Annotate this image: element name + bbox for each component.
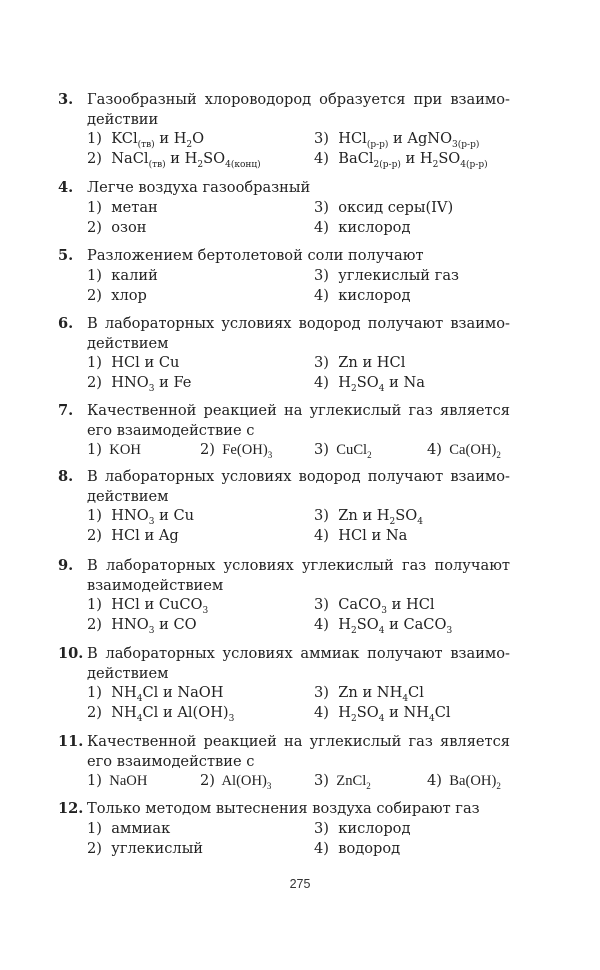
option-text: $Fe(OH)_3$ [218, 442, 273, 460]
question-number: 7. [58, 402, 74, 419]
answer-option [87, 353, 314, 373]
option-text: $H_2SO_4$ и $NH_4Cl$ [333, 703, 451, 724]
question-stem: В лабораторных условиях водород получают взаимо- [87, 468, 510, 485]
answer-option [314, 129, 510, 149]
option-number: 3) [314, 130, 329, 147]
question-5 [58, 245, 510, 305]
option-number: 2) [87, 839, 102, 857]
answer-options [58, 129, 510, 168]
option-number: 1) [87, 820, 102, 837]
answer-option [314, 703, 510, 723]
option-text: KOH [105, 442, 141, 458]
answer-option [314, 526, 510, 546]
option-number: 2) [87, 149, 102, 167]
answer-option [87, 771, 200, 792]
option-number: 2) [87, 615, 102, 633]
option-number: 4) [314, 218, 329, 236]
answer-option [87, 286, 314, 306]
answer-option [314, 373, 510, 393]
option-text: Zn и $NH_4Cl$ [333, 684, 424, 704]
option-number: 3) [314, 820, 329, 837]
question-9 [58, 555, 510, 634]
option-text: KCl$_{(тв)}$ и $H_2O$ [106, 130, 205, 150]
option-number: 1) [87, 199, 102, 216]
question-stem-continued: действием [87, 665, 169, 682]
answer-option [87, 440, 200, 461]
option-text: Zn и HCl [333, 354, 406, 371]
question-number: 4. [58, 179, 74, 196]
option-text: водород [333, 839, 401, 857]
answer-option [87, 373, 314, 393]
answer-option [314, 149, 510, 169]
option-text: $Ca(OH)_2$ [445, 442, 501, 460]
option-number: 4) [314, 286, 329, 304]
option-number: 2) [87, 373, 102, 391]
option-number: 3) [314, 267, 329, 284]
question-11 [58, 731, 510, 792]
option-text: метан [106, 199, 158, 216]
answer-option [314, 198, 510, 218]
answer-options [58, 353, 510, 392]
answer-option [200, 771, 314, 792]
answer-option [87, 819, 314, 839]
option-number: 1) [87, 267, 102, 284]
option-number: 4) [314, 703, 329, 721]
option-text: хлор [106, 286, 147, 304]
option-number: 1) [87, 354, 102, 371]
option-number: 2) [87, 703, 102, 721]
option-text: NaOH [105, 773, 148, 789]
answer-option [87, 595, 314, 615]
option-text: углекислый [106, 839, 204, 857]
answer-option [427, 771, 517, 792]
question-8 [58, 466, 510, 545]
question-stem-continued: действии [87, 111, 159, 128]
option-number: 1) [87, 684, 102, 701]
option-text: $HNO_3$ и CO [106, 615, 197, 636]
question-number: 3. [58, 91, 74, 108]
option-text: $HNO_3$ и Cu [106, 507, 195, 527]
option-text: аммиак [106, 820, 171, 837]
option-text: HCl и Na [333, 526, 408, 544]
question-stem: Качественной реакцией на углекислый газ является [87, 402, 510, 419]
option-text: HCl$_{(р-р)}$ и AgNO$_{3(р-р)}$ [333, 130, 480, 150]
answer-option [314, 218, 510, 238]
option-number: 3) [314, 354, 329, 371]
answer-option [427, 440, 517, 461]
question-number: 12. [58, 800, 84, 817]
question-6 [58, 313, 510, 392]
answer-option [314, 440, 427, 461]
question-7 [58, 400, 510, 461]
answer-option [87, 198, 314, 218]
answer-option [87, 703, 314, 723]
option-text: $NH_4Cl$ и $Al(OH)_3$ [106, 703, 235, 724]
answer-option [87, 615, 314, 635]
question-10 [58, 643, 510, 722]
answer-option [314, 771, 427, 792]
answer-option [314, 615, 510, 635]
question-number: 5. [58, 247, 74, 264]
question-stem-continued: его взаимодействие с [87, 753, 255, 770]
option-number: 4) [314, 839, 329, 857]
option-number: 2) [200, 772, 215, 789]
option-number: 4) [314, 373, 329, 391]
question-stem: В лабораторных условиях углекислый газ получают [87, 557, 510, 574]
question-number: 8. [58, 468, 74, 485]
question-4 [58, 177, 510, 237]
answer-option [87, 683, 314, 703]
option-number: 3) [314, 199, 329, 216]
question-number: 10. [58, 645, 84, 662]
answer-option [314, 683, 510, 703]
option-text: $NH_4Cl$ и NaOH [106, 684, 224, 704]
answer-option [314, 839, 510, 859]
option-number: 3) [314, 507, 329, 524]
question-stem: В лабораторных условиях водород получают взаимо- [87, 315, 510, 332]
answer-options [58, 198, 510, 237]
option-number: 1) [87, 130, 102, 147]
answer-option [87, 129, 314, 149]
answer-option [314, 286, 510, 306]
option-number: 2) [87, 218, 102, 236]
question-stem: Газообразный хлороводород образуется при взаимо- [87, 91, 510, 108]
option-text: HCl и CuCO$_3$ [106, 596, 209, 616]
answer-options [58, 266, 510, 305]
answer-option [87, 218, 314, 238]
answer-option [314, 353, 510, 373]
option-text: NaCl$_{(тв)}$ и $H_2SO_{4(конц)}$ [106, 149, 261, 170]
answer-options [58, 819, 510, 858]
option-number: 3) [314, 441, 329, 458]
answer-option [200, 440, 314, 461]
question-stem: Только методом вытеснения воздуха собирают газ [87, 800, 480, 817]
option-text: кислород [333, 286, 411, 304]
answer-options [58, 771, 510, 792]
question-stem: В лабораторных условиях аммиак получают взаимо- [87, 645, 510, 662]
option-text: кислород [333, 218, 411, 236]
option-number: 3) [314, 772, 329, 789]
question-stem: Качественной реакцией на углекислый газ является [87, 733, 510, 750]
option-text: ZnCl$_2$ [332, 773, 371, 791]
option-number: 1) [87, 772, 102, 789]
option-text: $H_2SO_4$ и CaCO$_3$ [333, 615, 453, 636]
option-number: 2) [87, 286, 102, 304]
option-number: 4) [314, 149, 329, 167]
question-3 [58, 89, 510, 168]
option-text: углекислый газ [333, 267, 459, 284]
option-number: 1) [87, 596, 102, 613]
option-text: оксид серы(IV) [333, 199, 454, 216]
answer-options [58, 595, 510, 634]
answer-options [58, 506, 510, 545]
question-number: 11. [58, 733, 84, 750]
option-number: 4) [427, 441, 442, 458]
option-number: 2) [200, 441, 215, 458]
question-number: 9. [58, 557, 74, 574]
option-text: CuCl$_2$ [332, 442, 372, 460]
option-text: HCl и Cu [106, 354, 180, 371]
option-number: 3) [314, 596, 329, 613]
question-stem-continued: взаимодействием [87, 577, 224, 594]
option-text: озон [106, 218, 147, 236]
option-text: $Al(OH)_3$ [218, 773, 272, 791]
option-number: 3) [314, 684, 329, 701]
answer-option [87, 839, 314, 859]
option-number: 2) [87, 526, 102, 544]
answer-option [87, 149, 314, 169]
answer-options [58, 683, 510, 722]
question-12 [58, 798, 510, 858]
option-text: калий [106, 267, 158, 284]
page-number: 275 [289, 877, 311, 891]
option-text: $Ba(OH)_2$ [445, 773, 501, 791]
option-number: 1) [87, 441, 102, 458]
answer-options [58, 440, 510, 461]
question-stem-continued: действием [87, 488, 169, 505]
option-text: Zn и $H_2SO_4$ [333, 507, 423, 527]
option-number: 4) [314, 526, 329, 544]
answer-option [87, 506, 314, 526]
option-text: $HNO_3$ и Fe [106, 373, 192, 394]
option-text: BaCl$_{2(р-р)}$ и $H_2SO_{4(р-р)}$ [333, 149, 488, 170]
answer-option [314, 266, 510, 286]
option-number: 4) [427, 772, 442, 789]
question-number: 6. [58, 315, 74, 332]
answer-option [87, 266, 314, 286]
question-stem-continued: действием [87, 335, 169, 352]
option-number: 4) [314, 615, 329, 633]
option-text: CaCO$_3$ и HCl [333, 596, 435, 616]
question-stem-continued: его взаимодействие с [87, 422, 255, 439]
answer-option [314, 595, 510, 615]
question-stem: Разложением бертолетовой соли получают [87, 247, 424, 264]
answer-option [314, 506, 510, 526]
question-stem: Легче воздуха газообразный [87, 179, 311, 196]
option-text: HCl и Ag [106, 526, 179, 544]
option-number: 1) [87, 507, 102, 524]
option-text: $H_2SO_4$ и Na [333, 373, 425, 394]
option-text: кислород [333, 820, 411, 837]
answer-option [314, 819, 510, 839]
answer-option [87, 526, 314, 546]
